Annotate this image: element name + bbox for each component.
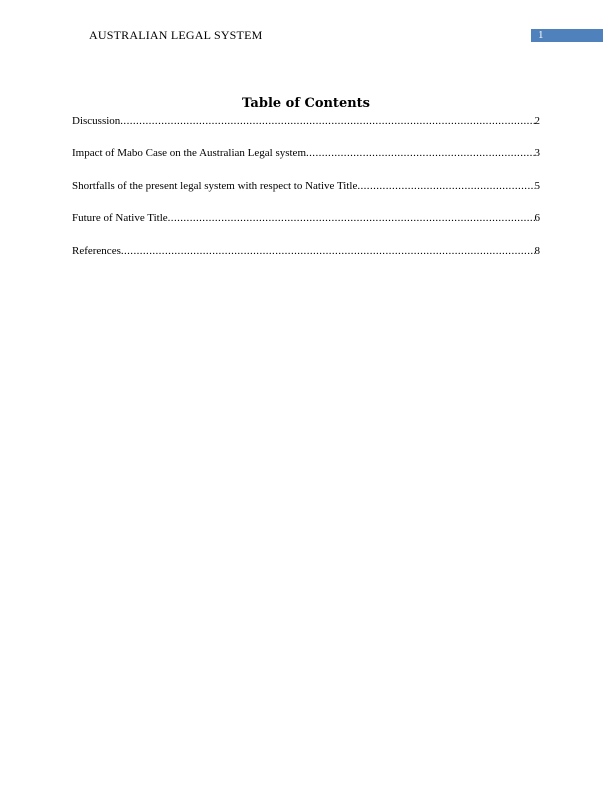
toc-entry-text: References bbox=[72, 244, 121, 257]
toc-entry-text: Shortfalls of the present legal system with respect to Native Title bbox=[72, 179, 358, 192]
toc-dot-leader bbox=[168, 212, 535, 224]
toc-entry-page: 8 bbox=[534, 244, 540, 257]
toc-dot-leader bbox=[120, 115, 534, 127]
toc-entry[interactable] bbox=[72, 115, 540, 131]
toc-dot-leader bbox=[306, 147, 535, 159]
toc-dot-leader bbox=[357, 180, 534, 192]
toc-entry[interactable] bbox=[72, 212, 540, 228]
toc-entry[interactable] bbox=[72, 245, 540, 261]
running-header-title: AUSTRALIAN LEGAL SYSTEM bbox=[89, 28, 263, 42]
toc-entry[interactable] bbox=[72, 180, 540, 196]
toc-dot-leader bbox=[121, 245, 535, 257]
toc-entry-text: Discussion bbox=[72, 115, 121, 127]
page-number-badge: 1 bbox=[531, 29, 603, 42]
toc-entry-page: 3 bbox=[534, 147, 540, 160]
toc-entry-page: 5 bbox=[534, 179, 540, 192]
toc-list bbox=[72, 115, 540, 277]
toc-entry[interactable] bbox=[72, 147, 540, 163]
toc-heading: Table of Contents bbox=[242, 96, 370, 111]
toc-entry-page: 6 bbox=[534, 212, 540, 225]
toc-entry-page: 2 bbox=[534, 115, 540, 127]
toc-entry-text: Future of Native Title bbox=[72, 212, 168, 225]
toc-entry-text: Impact of Mabo Case on the Australian Legal system bbox=[72, 147, 306, 160]
